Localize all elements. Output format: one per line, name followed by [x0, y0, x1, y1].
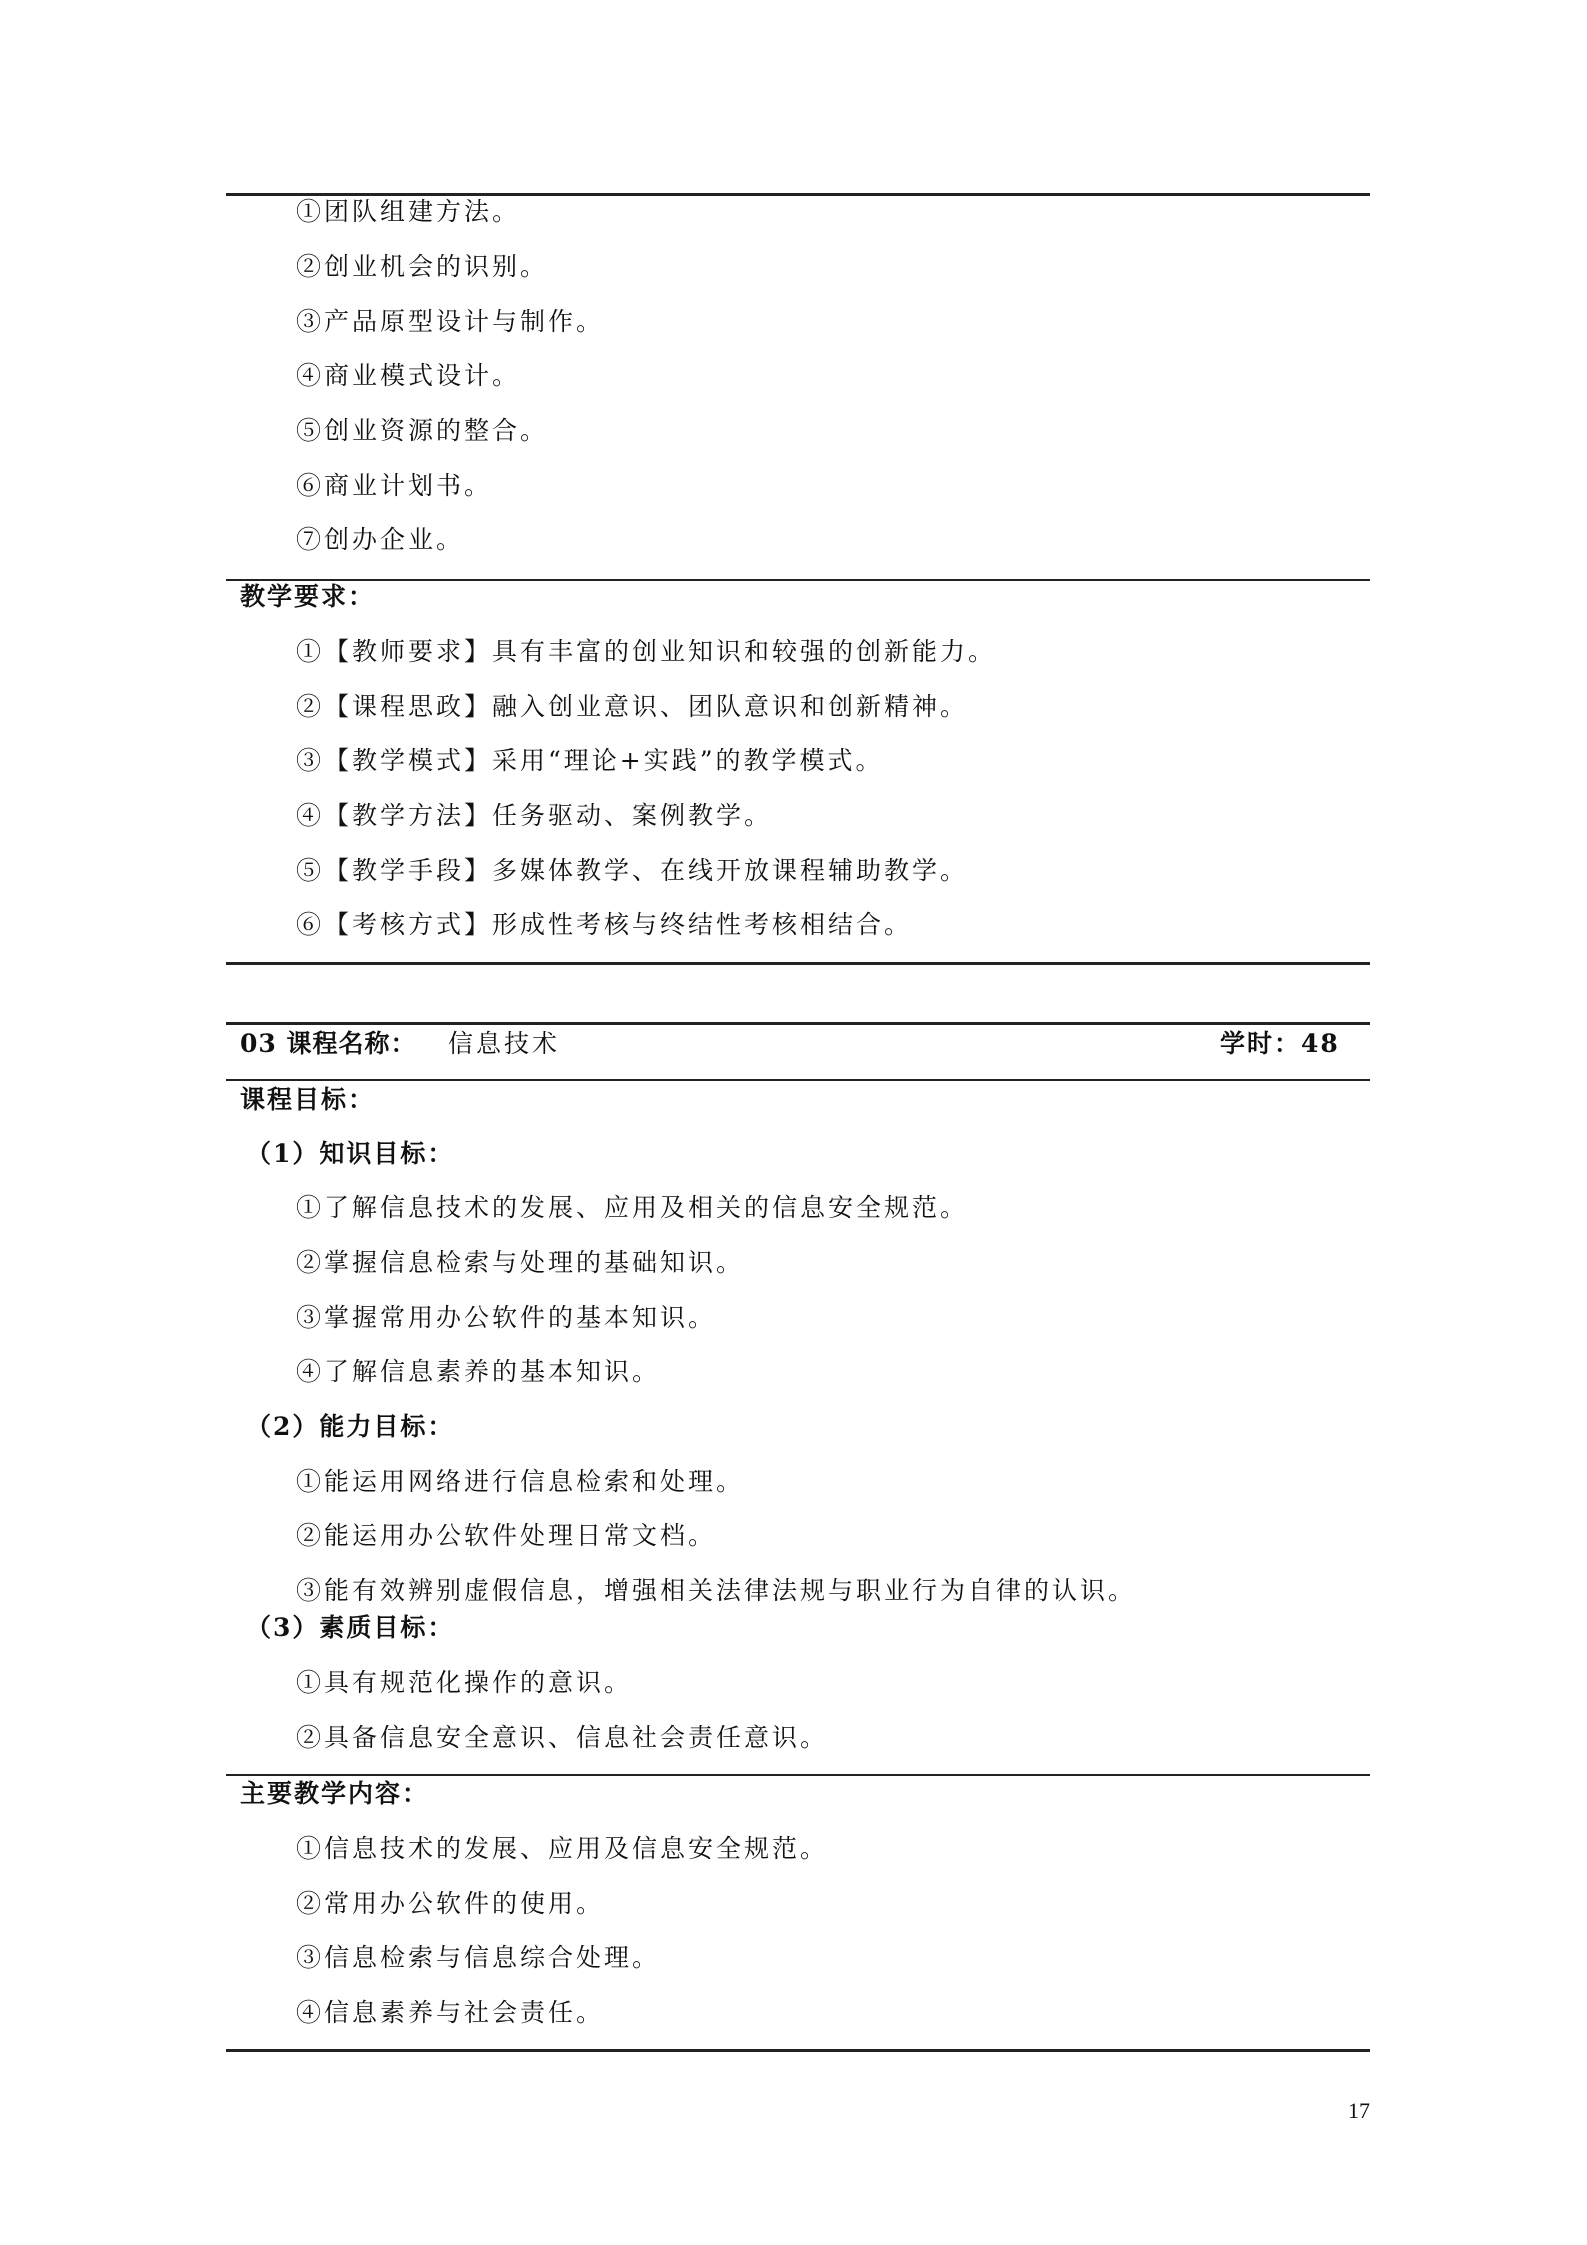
- course-content-item: ①信息技术的发展、应用及信息安全规范。: [296, 1834, 829, 1863]
- quality-heading: （3）素质目标：: [246, 1613, 455, 1642]
- requirement-item: ①【教师要求】具有丰富的创业知识和较强的创新能力。: [296, 637, 997, 666]
- requirement-item: ②【课程思政】融入创业意识、团队意识和创新精神。: [296, 692, 969, 721]
- content-item: ③产品原型设计与制作。: [296, 307, 605, 336]
- quality-item: ①具有规范化操作的意识。: [296, 1668, 633, 1697]
- course-hours: 学时：48: [1220, 1029, 1340, 1058]
- quality-item: ②具备信息安全意识、信息社会责任意识。: [296, 1723, 829, 1752]
- knowledge-item: ②掌握信息检索与处理的基础知识。: [296, 1248, 745, 1277]
- knowledge-item: ④了解信息素养的基本知识。: [296, 1357, 661, 1386]
- course-bottom-rule: [226, 2049, 1370, 2052]
- course-content-item: ③信息检索与信息综合处理。: [296, 1943, 661, 1972]
- course-content-item: ④信息素养与社会责任。: [296, 1998, 605, 2027]
- ability-item: ②能运用办公软件处理日常文档。: [296, 1521, 717, 1550]
- knowledge-item: ③掌握常用办公软件的基本知识。: [296, 1303, 717, 1332]
- course-number-label: 03 课程名称：: [240, 1029, 417, 1058]
- objectives-heading: 课程目标：: [240, 1085, 376, 1114]
- content-item: ⑥商业计划书。: [296, 471, 493, 500]
- content-item: ①团队组建方法。: [296, 197, 521, 226]
- requirement-item: ③【教学模式】采用“理论+实践”的教学模式。: [296, 746, 884, 775]
- requirement-item: ④【教学方法】任务驱动、案例教学。: [296, 801, 773, 830]
- content-heading: 主要教学内容：: [240, 1779, 430, 1808]
- knowledge-heading: （1）知识目标：: [246, 1139, 455, 1168]
- requirement-item: ⑥【考核方式】形成性考核与终结性考核相结合。: [296, 910, 913, 939]
- content-item: ②创业机会的识别。: [296, 252, 549, 281]
- ability-item: ①能运用网络进行信息检索和处理。: [296, 1467, 745, 1496]
- ability-heading: （2）能力目标：: [246, 1412, 455, 1441]
- content-item: ⑦创办企业。: [296, 525, 465, 554]
- divider: [226, 1774, 1370, 1776]
- course-content-item: ②常用办公软件的使用。: [296, 1889, 605, 1918]
- requirement-item: ⑤【教学手段】多媒体教学、在线开放课程辅助教学。: [296, 856, 969, 885]
- course-name: 信息技术: [448, 1029, 561, 1058]
- course-top-rule: [226, 1022, 1370, 1025]
- requirements-heading: 教学要求：: [240, 582, 376, 611]
- page-number: 17: [1348, 2098, 1370, 2123]
- section-bottom-rule: [226, 962, 1370, 965]
- content-item: ④商业模式设计。: [296, 361, 521, 390]
- divider: [226, 1079, 1370, 1081]
- content-item: ⑤创业资源的整合。: [296, 416, 549, 445]
- divider: [226, 579, 1370, 581]
- ability-item: ③能有效辨别虚假信息，增强相关法律法规与职业行为自律的认识。: [296, 1576, 1137, 1605]
- knowledge-item: ①了解信息技术的发展、应用及相关的信息安全规范。: [296, 1193, 969, 1222]
